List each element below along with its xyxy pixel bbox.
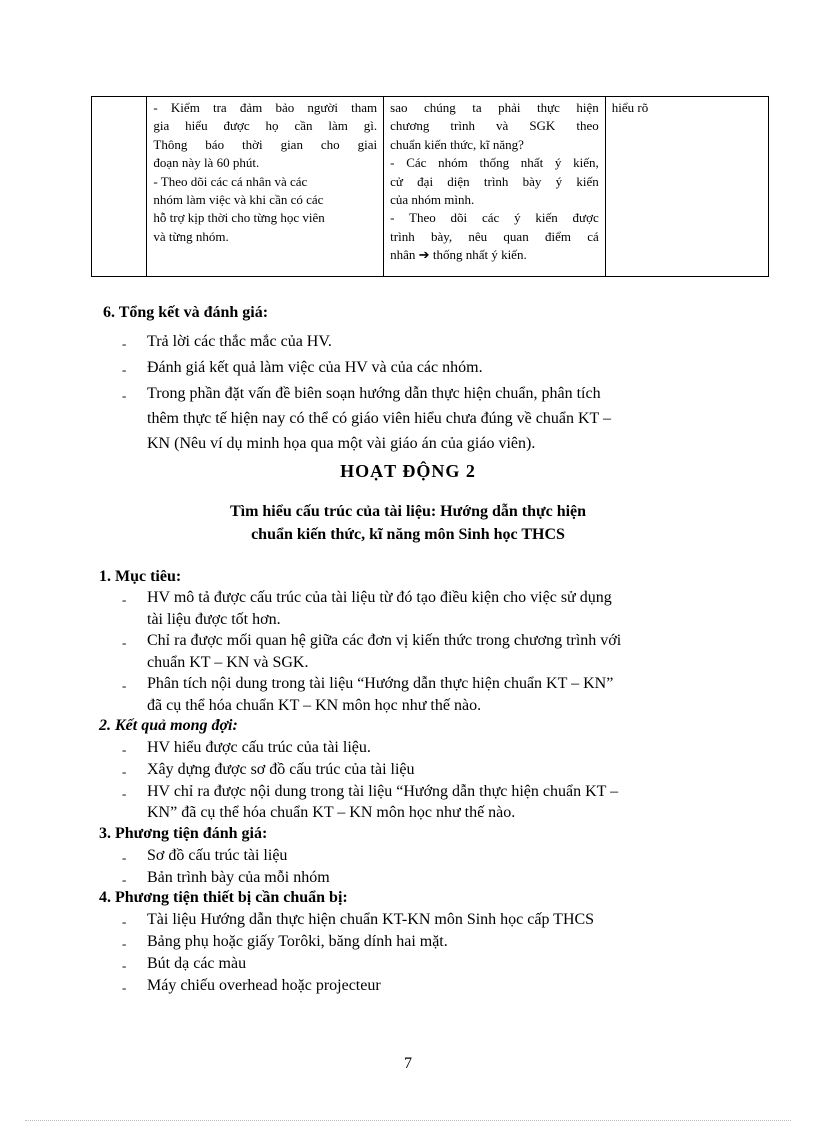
- bullet-dash: -: [122, 336, 127, 351]
- bullet-dash: -: [122, 786, 127, 801]
- table-cell-empty: [92, 97, 147, 277]
- cell-line: hiểu rõ: [611, 100, 649, 115]
- list-item: Bút dạ các màu: [147, 955, 247, 972]
- list-item: Tài liệu Hướng dẫn thực hiện chuẩn KT-KN môn Sinh học cấp THCS: [147, 911, 595, 928]
- list-item: HV mô tả được cấu trúc của tài liệu từ đó tạo điều kiện cho việc sử dụng: [147, 589, 612, 606]
- list-item-cont: KN (Nêu ví dụ minh họa qua một vài giáo án của giáo viên).: [147, 435, 536, 452]
- cell-line: đoạn này là 60 phút.: [153, 155, 260, 171]
- bullet-dash: -: [122, 635, 127, 650]
- cell-line: trình bày, nêu quan điểm cá: [390, 228, 599, 244]
- table-cell-outcome: [605, 97, 768, 277]
- list-item-cont: thêm thực tế hiện nay có thể có giáo viên hiểu chưa đúng về chuẩn KT –: [147, 410, 612, 427]
- list-item: Xây dựng được sơ đồ cấu trúc của tài liệu: [147, 761, 415, 778]
- section-1-heading: 1. Mục tiêu:: [99, 568, 182, 585]
- section-4-heading: 4. Phương tiện thiết bị cần chuẩn bị:: [99, 889, 348, 906]
- list-item: Bản trình bày của mỗi nhóm: [147, 869, 330, 886]
- list-item-cont: tài liệu được tốt hơn.: [147, 611, 281, 628]
- cell-line: - Các nhóm thống nhất ý kiến,: [390, 155, 599, 171]
- table-row: [92, 97, 769, 277]
- bullet-dash: -: [122, 914, 127, 929]
- bullet-dash: -: [122, 764, 127, 779]
- cell-text: thống nhất ý kiến.: [432, 247, 527, 263]
- cell-line: hỗ trợ kịp thời cho từng học viên: [153, 210, 325, 226]
- bullet-dash: -: [122, 388, 127, 403]
- bullet-dash: -: [122, 980, 127, 995]
- section-3-heading: 3. Phương tiện đánh giá:: [99, 825, 268, 842]
- section-6-heading: 6. Tổng kết và đánh giá:: [103, 304, 269, 321]
- list-item: Sơ đồ cấu trúc tài liệu: [147, 847, 288, 864]
- list-item: Phân tích nội dung trong tài liệu “Hướng dẫn thực hiện chuẩn KT – KN”: [147, 675, 614, 692]
- page-number: 7: [404, 1055, 412, 1072]
- list-item: HV chỉ ra được nội dung trong tài liệu “Hướng dẫn thực hiện chuẩn KT –: [147, 783, 619, 800]
- list-item-cont: chuẩn KT – KN và SGK.: [147, 654, 309, 671]
- list-item: Trả lời các thắc mắc của HV.: [147, 333, 332, 350]
- list-item: HV hiểu được cấu trúc của tài liệu.: [147, 739, 371, 756]
- bullet-dash: -: [122, 592, 127, 607]
- list-item: Đánh giá kết quả làm việc của HV và của các nhóm.: [147, 359, 483, 376]
- bullet-dash: -: [122, 958, 127, 973]
- bullet-dash: -: [122, 678, 127, 693]
- list-item: Bảng phụ hoặc giấy Torôki, băng dính hai mặt.: [147, 933, 448, 950]
- bullet-dash: -: [122, 850, 127, 865]
- cell-line: chương trình và SGK theo: [390, 118, 599, 134]
- bullet-dash: -: [122, 936, 127, 951]
- cell-line: - Theo dõi các cá nhân và các: [153, 173, 308, 189]
- section-2-heading: 2. Kết quả mong đợi:: [99, 717, 238, 734]
- bullet-dash: -: [122, 742, 127, 757]
- cell-line: - Theo dõi các ý kiến được: [390, 210, 599, 226]
- activity-table: [91, 96, 769, 277]
- table-cell-trainer-activity: [147, 97, 384, 277]
- cell-line: của nhóm mình.: [390, 192, 475, 208]
- cell-line: và từng nhóm.: [153, 228, 229, 244]
- page-bottom-divider: [25, 1120, 791, 1121]
- cell-line: cử đại diện trình bày ý kiến: [390, 173, 599, 189]
- activity-title: HOẠT ĐỘNG 2: [340, 461, 476, 481]
- activity-subtitle: Tìm hiểu cấu trúc của tài liệu: Hướng dẫn thực hiện: [229, 503, 587, 520]
- table-cell-learner-activity: [384, 97, 606, 277]
- cell-line: gia hiểu được họ cần làm gì.: [153, 118, 378, 134]
- cell-line: sao chúng ta phải thực hiện: [390, 100, 599, 115]
- cell-line: - Kiểm tra đảm bảo người tham: [153, 100, 378, 115]
- list-item-cont: đã cụ thể hóa chuẩn KT – KN môn học như thế nào.: [147, 697, 482, 714]
- list-item: Máy chiếu overhead hoặc projecteur: [147, 977, 381, 994]
- cell-line: [390, 246, 599, 264]
- cell-text: nhân: [390, 247, 416, 263]
- cell-line: chuẩn kiến thức, kĩ năng?: [390, 136, 524, 152]
- list-item: Chỉ ra được mối quan hệ giữa các đơn vị kiến thức trong chương trình với: [147, 632, 622, 649]
- bullet-dash: -: [122, 362, 127, 377]
- list-item: Trong phần đặt vấn đề biên soạn hướng dẫn thực hiện chuẩn, phân tích: [147, 385, 601, 402]
- list-item-cont: KN” đã cụ thể hóa chuẩn KT – KN môn học như thế nào.: [147, 804, 516, 821]
- right-arrow-icon: ➔: [418, 247, 430, 263]
- activity-subtitle: chuẩn kiến thức, kĩ năng môn Sinh học THCS: [251, 526, 565, 543]
- cell-line: nhóm làm việc và khi cần có các: [153, 192, 324, 208]
- cell-line: Thông báo thời gian cho giai: [153, 136, 378, 152]
- bullet-dash: -: [122, 872, 127, 887]
